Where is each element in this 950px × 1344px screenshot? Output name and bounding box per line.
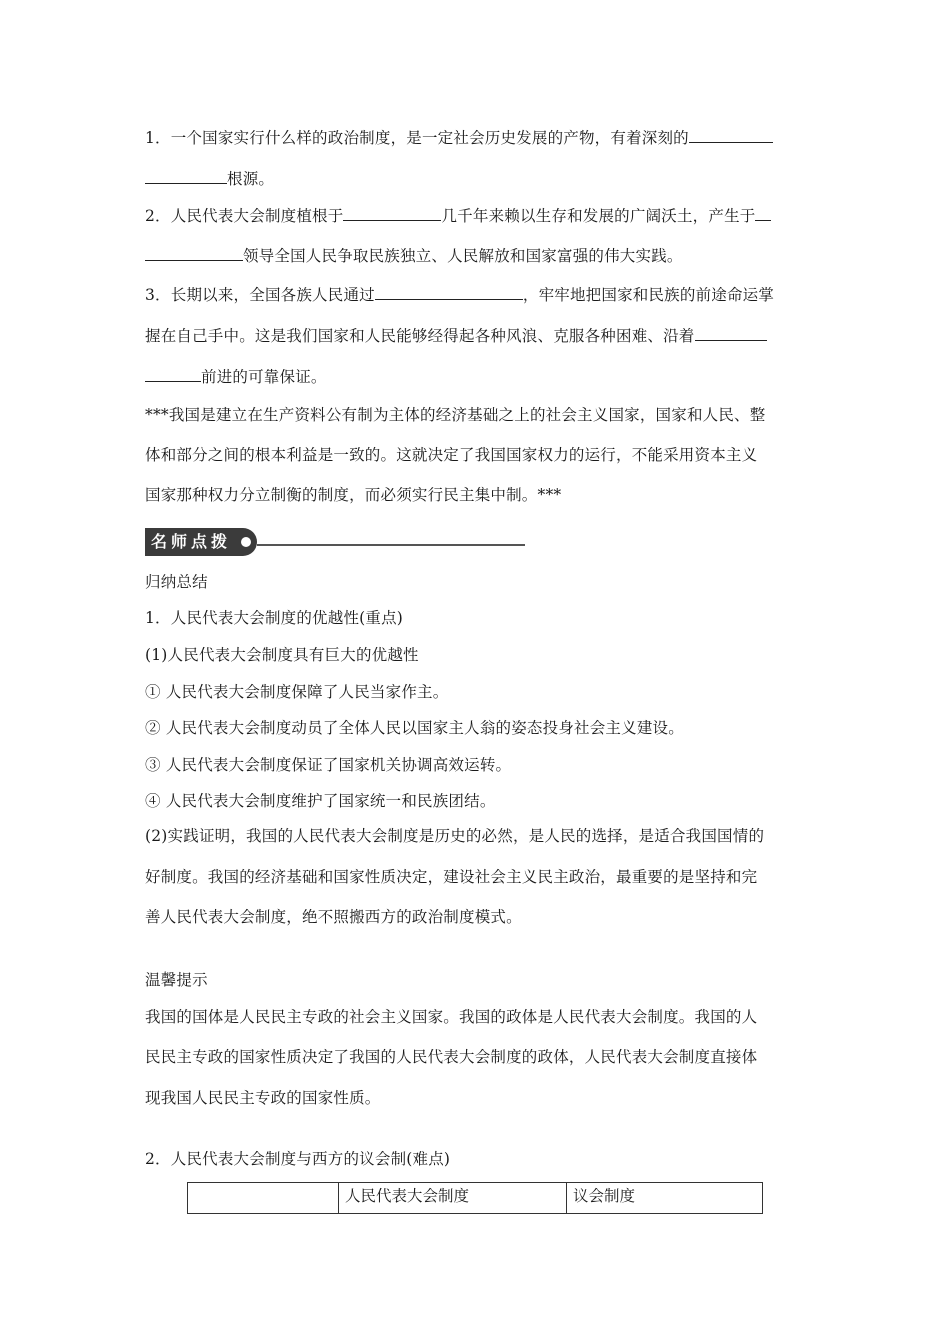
q3-line2: 握在自己手中。这是我们国家和人民能够经得起各种风浪、克服各种困难、沿着 — [145, 325, 767, 346]
table-header-cell: 议会制度 — [567, 1183, 763, 1214]
fill-blank[interactable] — [695, 325, 767, 341]
q1-line2: 根源。 — [145, 168, 274, 189]
summary-sub2-line3: 善人民代表大会制度，绝不照搬西方的政治制度模式。 — [145, 908, 522, 926]
summary-heading: 归纳总结 — [145, 573, 208, 591]
note-line1: ***我国是建立在生产资料公有制为主体的经济基础之上的社会主义国家，国家和人民、整 — [145, 406, 766, 424]
table-header-cell — [188, 1183, 339, 1214]
fill-blank[interactable] — [145, 245, 243, 261]
fill-blank[interactable] — [343, 205, 441, 221]
summary-sub2-line1: (2)实践证明，我国的人民代表大会制度是历史的必然，是人民的选择，是适合我国国情的 — [145, 827, 765, 845]
q3-line1: 3．长期以来，全国各族人民通过 ，牢牢地把国家和民族的前途命运掌 — [145, 286, 775, 304]
q2-line2: 领导全国人民争取民族独立、人民解放和国家富强的伟大实践。 — [145, 245, 683, 266]
badge-dot-icon — [241, 537, 251, 547]
summary-sub2-line2: 好制度。我国的经济基础和国家性质决定，建设社会主义民主政治，最重要的是坚持和完 — [145, 868, 758, 886]
summary-sub1: (1)人民代表大会制度具有巨大的优越性 — [145, 646, 419, 664]
summary-point: ② 人民代表大会制度动员了全体人民以国家主人翁的姿态投身社会主义建设。 — [145, 719, 684, 737]
section-badge — [145, 528, 525, 556]
tip-heading: 温馨提示 — [145, 971, 208, 989]
tip-line1: 我国的国体是人民民主专政的社会主义国家。我国的政体是人民代表大会制度。我国的人 — [145, 1008, 758, 1026]
fill-blank[interactable] — [375, 284, 523, 300]
tip-line3: 现我国人民民主专政的国家性质。 — [145, 1089, 381, 1107]
fill-blank[interactable] — [689, 127, 773, 143]
summary-point: ④ 人民代表大会制度维护了国家统一和民族团结。 — [145, 792, 496, 810]
q3-line3: 前进的可靠保证。 — [145, 366, 327, 387]
summary-point: ① 人民代表大会制度保障了人民当家作主。 — [145, 683, 449, 701]
q1-line1: 1．一个国家实行什么样的政治制度，是一定社会历史发展的产物，有着深刻的 — [145, 127, 773, 148]
summary-item1-title: 1．人民代表大会制度的优越性(重点) — [145, 609, 404, 627]
badge-label: 名师点拨 — [145, 528, 257, 556]
table-header-cell: 人民代表大会制度 — [339, 1183, 567, 1214]
q2-line1: 2．人民代表大会制度植根于 几千年来赖以生存和发展的广阔沃土，产生于 — [145, 205, 771, 226]
tip-line2: 民民主专政的国家性质决定了我国的人民代表大会制度的政体，人民代表大会制度直接体 — [145, 1048, 758, 1066]
summary-point: ③ 人民代表大会制度保证了国家机关协调高效运转。 — [145, 756, 512, 774]
item2-title: 2．人民代表大会制度与西方的议会制(难点) — [145, 1150, 451, 1168]
fill-blank[interactable] — [145, 168, 227, 184]
fill-blank[interactable] — [145, 366, 201, 382]
badge-divider — [257, 544, 525, 546]
note-line2: 体和部分之间的根本利益是一致的。这就决定了我国国家权力的运行，不能采用资本主义 — [145, 446, 758, 464]
fill-blank[interactable] — [755, 205, 771, 221]
note-line3: 国家那种权力分立制衡的制度，而必须实行民主集中制。*** — [145, 486, 562, 504]
table-header-row — [188, 1183, 763, 1214]
comparison-table — [187, 1182, 763, 1214]
